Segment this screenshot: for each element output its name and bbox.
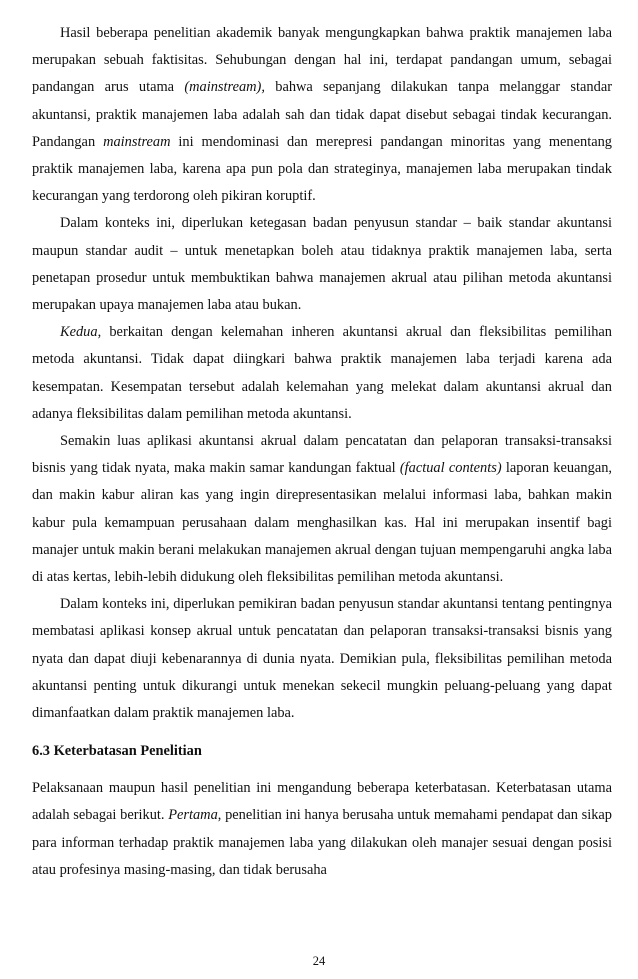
section-heading: 6.3 Keterbatasan Penelitian (32, 743, 202, 760)
paragraph-standard-setters (32, 210, 612, 319)
paragraph-accrual-limits (32, 591, 612, 727)
text-segment: Hasil beberapa penelitian akademik banyak mengungkapkan bahwa praktik manajemen laba merupakan sebuah faktisitas. Sehubungan dengan hal ini, terdapat pandangan umum, sebagai pandangan arus utama (32, 25, 612, 96)
paragraph-mainstream-view (32, 20, 612, 210)
italic-term-mainstream: (mainstream), (184, 79, 265, 96)
text-segment: , penelitian ini hanya berusaha untuk memahami pendapat dan sikap para informan terhadap praktik manajemen laba yang dilakukan oleh manajer sesuai dengan posisi atau profesinya masing-masing, dan tidak berusaha (32, 807, 612, 878)
page-number: 24 (312, 954, 326, 968)
paragraph-accrual-application (32, 428, 612, 591)
text-segment: Dalam konteks ini, diperlukan ketegasan badan penyusun standar – baik standar akuntansi maupun standar audit – untuk menetapkan boleh atau tidaknya praktik manajemen laba, serta penetapan prosedur untuk membuktikan bahwa manajemen akrual atau pilihan metoda akuntansi merupakan upaya manajemen laba atau bukan. (32, 215, 612, 314)
paragraph-limitations (32, 775, 612, 884)
paragraph-kedua (32, 319, 612, 428)
italic-term-factual-contents: (factual contents) (399, 460, 502, 477)
italic-term-pertama: Pertama (168, 807, 218, 824)
italic-term-mainstream: mainstream (103, 133, 171, 150)
text-segment: Pelaksanaan maupun hasil penelitian ini mengandung beberapa keterbatasan. Keterbatasan utama adalah sebagai berikut. (32, 780, 612, 824)
text-segment: Dalam konteks ini, diperlukan pemikiran badan penyusun standar akuntansi tentang pentingnya membatasi aplikasi konsep akrual untuk pencatatan dan pelaporan transaksi-transaksi bisnis yang nyata dan dapat diuji kebenarannya di dunia nyata. Demikian pula, fleksibilitas pemilihan metoda akuntansi penting untuk dikurangi untuk menekan sekecil mungkin peluang-peluang yang dapat dimanfaatkan dalam praktik manajemen laba. (32, 596, 612, 722)
text-segment: , berkaitan dengan kelemahan inheren akuntansi akrual dan fleksibilitas pemilihan metoda akuntansi. Tidak dapat diingkari bahwa praktik manajemen laba terjadi karena ada kesempatan. Kesempatan tersebut adalah kelemahan yang melekat dalam akuntansi akrual dan adanya fleksibilitas dalam pemilihan metoda akuntansi. (32, 324, 612, 422)
italic-term-kedua: Kedua (60, 324, 98, 341)
document-page (32, 20, 612, 884)
text-segment: ini mendominasi dan merepresi pandangan minoritas yang menentang praktik manajemen laba, karena apa pun pola dan strateginya, manajemen laba merupakan tindak kecurangan yang terdorong oleh pikiran koruptif. (32, 133, 612, 205)
text-segment: laporan keuangan, dan makin kabur aliran kas yang ingin direpresentasikan melalui informasi laba, bahkan makin kabur pula kemampuan perusahaan dalam menghasilkan kas. Hal ini merupakan insentif bagi manajer untuk makin berani melakukan manajemen akrual dengan tujuan mempengaruhi angka laba di atas kertas, lebih-lebih didukung oleh fleksibilitas pemilihan metoda akuntansi. (32, 460, 612, 586)
text-segment: bahwa sepanjang dilakukan tanpa melanggar standar akuntansi, praktik manajemen laba adalah sah dan tidak dapat disebut sebagai tindak kecurangan. Pandangan (32, 79, 612, 150)
text-segment: Semakin luas aplikasi akuntansi akrual dalam pencatatan dan pelaporan transaksi-transaksi bisnis yang tidak nyata, maka makin samar kandungan faktual (32, 433, 612, 477)
